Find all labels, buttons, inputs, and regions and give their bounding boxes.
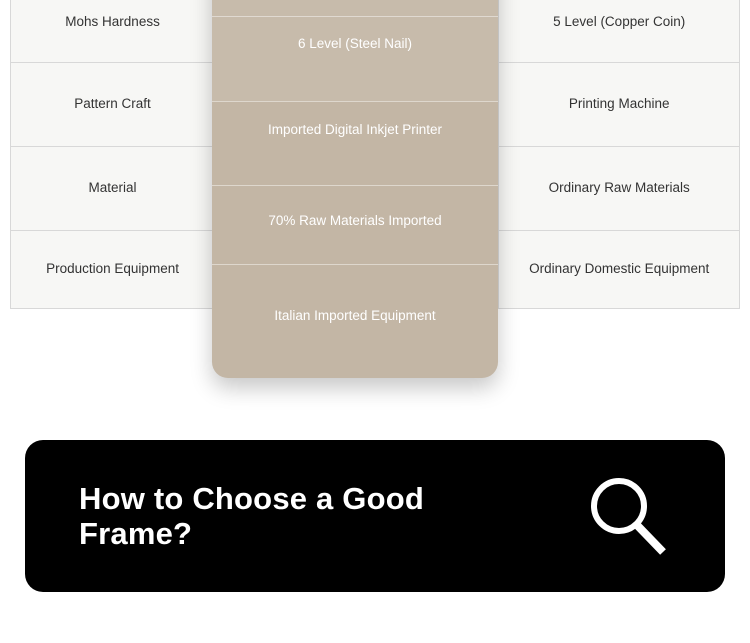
- table-cell-label: Pattern Craft: [11, 63, 215, 147]
- table-cell-label: Production Equipment: [11, 231, 215, 309]
- table-cell-other: Ordinary Raw Materials: [499, 147, 740, 231]
- cta-banner[interactable]: [25, 440, 725, 592]
- highlight-divider: [212, 16, 498, 17]
- highlight-value-pattern-craft: Imported Digital Inkjet Printer: [267, 122, 443, 137]
- highlight-value-hardness: 6 Level (Steel Nail): [297, 36, 413, 51]
- highlight-shade: [212, 0, 498, 16]
- magnifier-icon: [583, 473, 669, 559]
- highlight-value-production-equipment: Italian Imported Equipment: [274, 308, 436, 323]
- banner-title: How to Choose a Good Frame?: [79, 480, 424, 551]
- table-cell-other: Ordinary Domestic Equipment: [499, 231, 740, 309]
- table-cell-other: Printing Machine: [499, 63, 740, 147]
- highlight-divider: [212, 101, 498, 102]
- highlight-divider: [212, 185, 498, 186]
- highlight-divider: [212, 264, 498, 265]
- table-cell-label: Material: [11, 147, 215, 231]
- highlight-value-material: 70% Raw Materials Imported: [268, 213, 442, 228]
- highlight-shade: [212, 16, 498, 101]
- table-cell-label: Mohs Hardness: [11, 0, 215, 63]
- highlight-column-card: [212, 0, 498, 378]
- table-cell-other: 5 Level (Copper Coin): [499, 0, 740, 63]
